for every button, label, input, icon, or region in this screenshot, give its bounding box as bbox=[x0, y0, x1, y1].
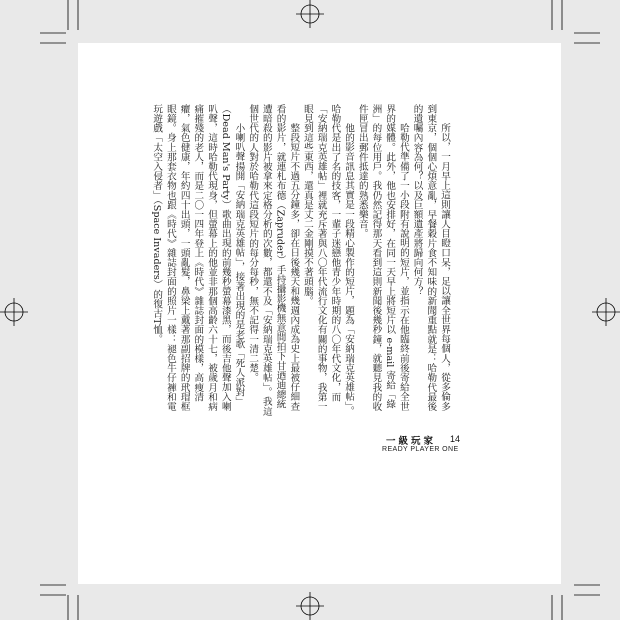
page-number: 14 bbox=[450, 434, 461, 444]
book-subtitle: READY PLAYER ONE bbox=[382, 446, 459, 453]
book-title: 一級玩家 bbox=[386, 436, 437, 447]
body-text bbox=[151, 104, 451, 416]
paragraph: 整段短片不過五分鐘多，卻在日後幾天和幾週內成為史上最被仔細查看的影片，就連札布德（Zapruder）手持攝影機無意間拍下甘迺迪總統遭暗殺的影片被拿來定格分析的次數，都還不及「安納瑞克英雄帖」。我這個世代的人對於哈勒代這段短片的每分每秒，無不記得一清二楚。 bbox=[247, 104, 300, 416]
paragraph: 小喇叭聲揚開「安納瑞克英雄帖」，接著出現的是老歌「死人派對」（Dead Man's Party）歌曲出現的前幾秒螢幕漆黑，而後吉他聲加入喇叭聲，這時哈勒代現身，但螢幕上的他並非那個高齡六十七，被歲月和病痛摧殘的老人，而是二〇一四年登上《時代》雜誌封面的模樣，高瘦清癯，氣色健康，年約四十出頭，一頭亂髮，鼻梁上戴著那副招牌的玳瑁框眼鏡。身上那套衣物也跟《時代》雜誌封面的照片一樣：褪色牛仔褲和電玩遊戲「太空入侵者」（Space Invaders）的復古T恤。 bbox=[151, 104, 245, 412]
paragraph: 哈勒代準備了一小段附有說明的短片，並指示在他臨終前後寄給全世界的媒體。此外，他也安排好，在同一天早上將短片以 e-mail 寄給「綠洲」的每位用戶。我仍然記得那天看到這則新聞後幾秒鐘，就聽見我的收件匣冒出郵件抵達的熟悉樂音。 bbox=[356, 104, 409, 412]
paragraph: 所以，一月早上這則讓人目瞪口呆，足以讓全世界每個人，從多倫多到東京，個個心煩意亂，早餐穀片食不知味的新聞重點就是：哈勒代最後的遺囑內容為何？以及巨額遺產將歸向何方？ bbox=[411, 104, 450, 412]
paragraph: 他的影音訊息其實是一段精心製作的短片，題為「安納瑞克英雄帖」。哈勒代是出了名的技客，一輩子迷戀他青少年時期的八〇年代文化，而「安納瑞克英雄帖」裡就充斥著與八〇年代流行文化有關的事物，我第一眼見到這些東西，還真是丈二金剛摸不著頭腦。 bbox=[301, 104, 355, 416]
